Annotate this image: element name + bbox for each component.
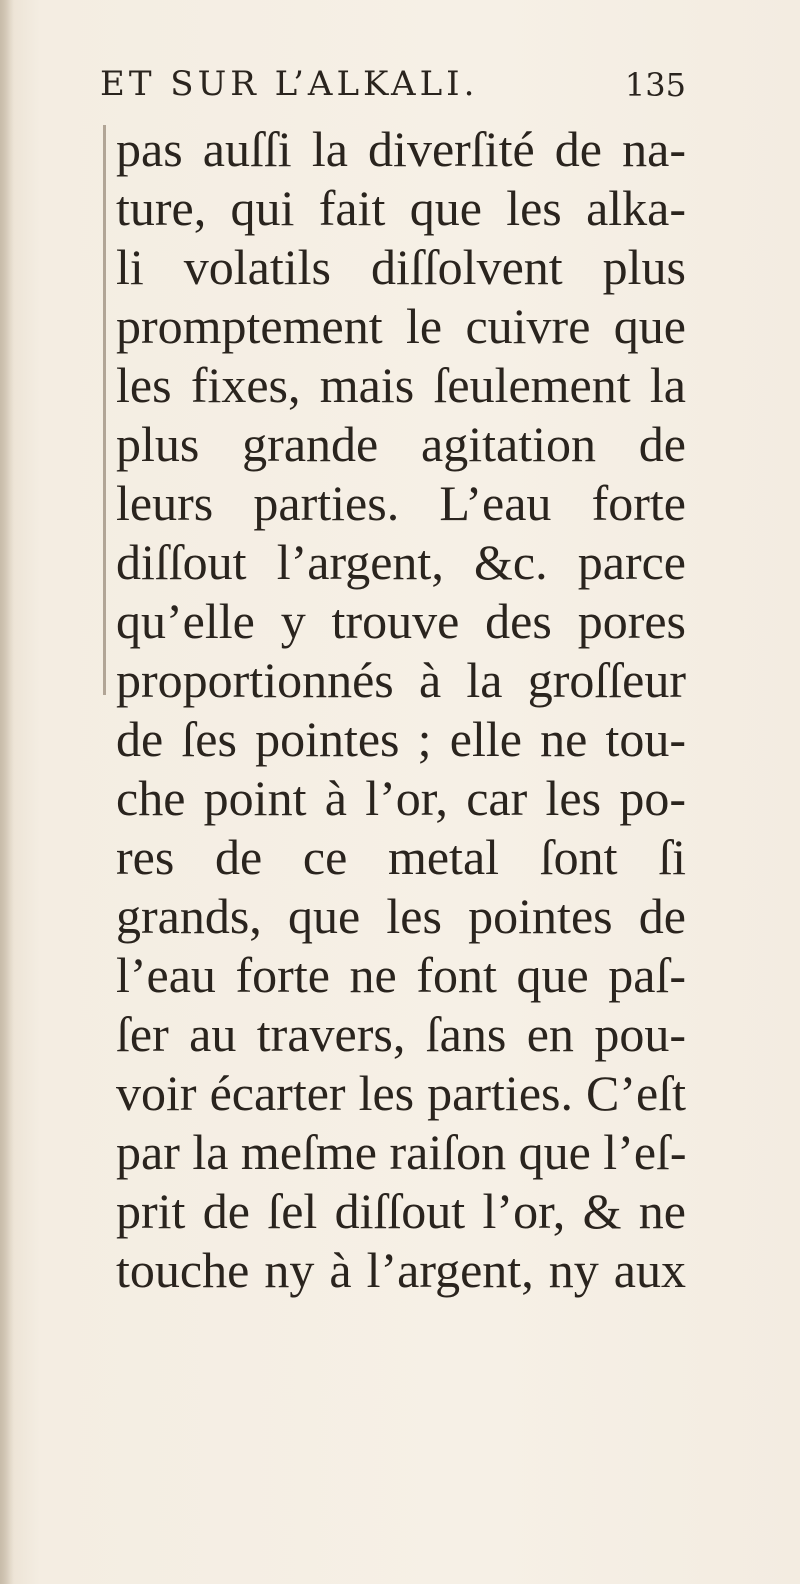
- text-line: touche ny à l’argent, ny aux: [116, 1242, 686, 1298]
- text-line: che point à l’or, car les po-: [116, 770, 686, 826]
- text-line: leurs parties. L’eau forte: [116, 475, 686, 531]
- page-gutter-shadow: [0, 0, 14, 1584]
- text-line: ture, qui fait que les alka-: [116, 180, 686, 236]
- running-head: [100, 60, 700, 112]
- text-line: diſſout l’argent, &c. parce: [116, 534, 686, 590]
- text-line: pas auſſi la diverſité de na-: [116, 121, 686, 177]
- text-line: plus grande agitation de: [116, 416, 686, 472]
- text-line: qu’elle y trouve des pores: [116, 593, 686, 649]
- text-line: grands, que les pointes de: [116, 888, 686, 944]
- text-line: de ſes pointes ; elle ne tou-: [116, 711, 686, 767]
- margin-rule: [103, 125, 106, 695]
- text-line: res de ce metal ſont ſi: [116, 829, 686, 885]
- text-line: proportionnés à la groſſeur: [116, 652, 686, 708]
- body-text: [116, 120, 686, 1300]
- text-line: li volatils diſſolvent plus: [116, 239, 686, 295]
- page-number: 135: [624, 66, 686, 104]
- text-line: les fixes, mais ſeulement la: [116, 357, 686, 413]
- text-line: voir écarter les parties. C’eſt: [116, 1065, 686, 1121]
- text-line: l’eau forte ne font que paſ-: [116, 947, 686, 1003]
- running-head-title: ET SUR L’ALKALI.: [100, 64, 479, 104]
- text-line: par la meſme raiſon que l’eſ-: [116, 1124, 687, 1180]
- text-line: prit de ſel diſſout l’or, & ne: [116, 1183, 686, 1239]
- text-line: promptement le cuivre que: [116, 298, 686, 354]
- text-line: ſer au travers, ſans en pou-: [116, 1006, 686, 1062]
